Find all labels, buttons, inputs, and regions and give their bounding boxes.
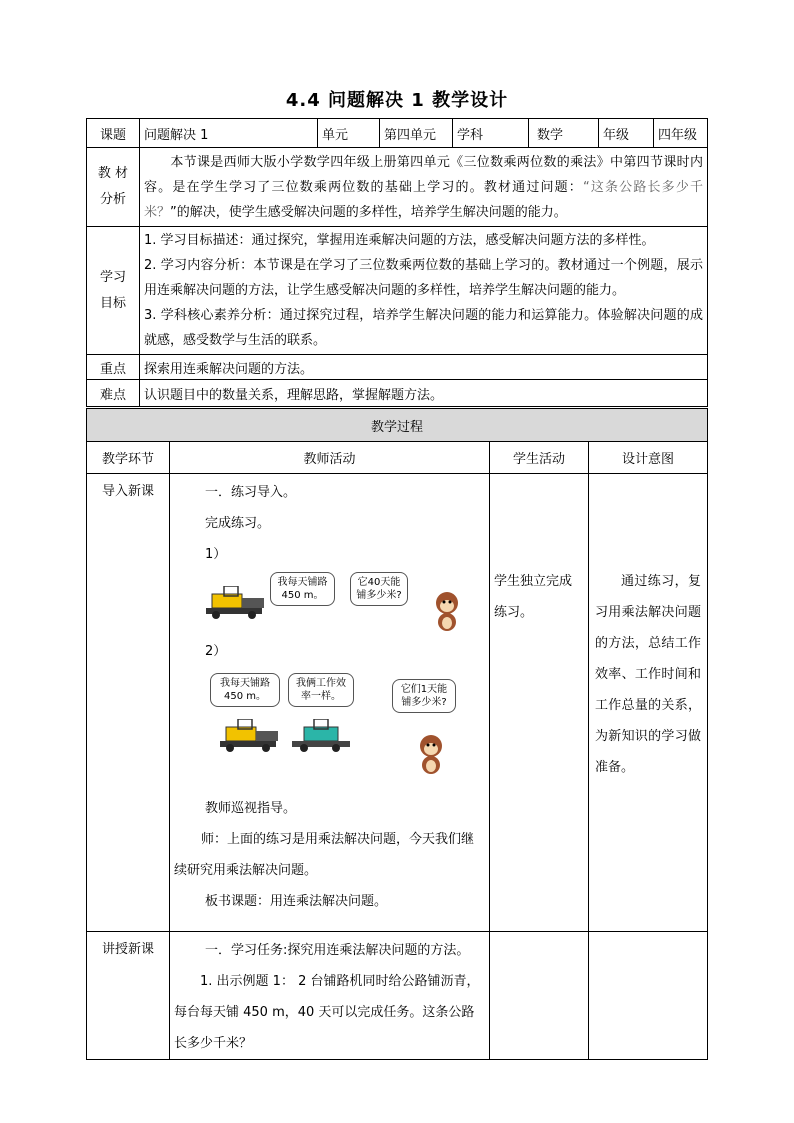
danyuan-label: 单元 [318,119,380,148]
illustration-2 [204,669,485,787]
new-example: 1. 出示例题 1： 2 台铺路机同时给公路铺沥青，每台每天铺 450 m，40 天可以完成任务。这条公路长多少千米？ [174,974,480,1051]
xueke-value: 数学 [529,119,599,148]
bubble-paver-a: 我每天铺路450 m。 [210,673,280,707]
intro-line: 完成练习。 [205,516,271,531]
student-activity-intro: 学生独立完成练习。 [490,474,589,932]
paver-yellow-icon [218,719,280,753]
goal-item-2: 2. 学习内容分析：本节课是在学习了三位数乘两位数的基础上学习的。教材通过一个例题，展示用连乘解决问题的方法，让学生感受解决问题的多样性，培养学生解决问题的能力。 [144,258,703,298]
keti-value: 问题解决 1 [140,119,318,148]
analysis-label: 教 材 分析 [87,148,140,227]
col-student: 学生活动 [490,442,589,474]
keti-label: 课题 [87,119,140,148]
monkey-icon [414,733,448,775]
illustration-1 [204,572,485,632]
paver-yellow-icon [204,586,266,620]
intro-p2: 2） [205,644,227,659]
monkey-icon [430,590,464,632]
info-table [86,118,708,407]
col-teacher: 教师活动 [170,442,490,474]
intro-teacher-say: 师：上面的练习是用乘法解决问题，今天我们继续研究用乘法解决问题。 [174,832,475,878]
goal-item-3: 3. 学科核心素养分析：通过探究过程，培养学生解决问题的能力和运算能力。体验解决问题的成就感，感受数学与生活的联系。 [144,308,703,348]
bubble-monkey-2: 它们1天能铺多少米? [392,679,456,713]
stage-intro: 导入新课 [87,474,170,932]
intro-tour: 教师巡视指导。 [205,801,297,816]
goal-item-1: 1. 学习目标描述：通过探究，掌握用连乘解决问题的方法，感受解决问题方法的多样性。 [144,233,655,248]
stage-new: 讲授新课 [87,932,170,1060]
col-stage: 教学环节 [87,442,170,474]
design-intent-new [589,932,708,1060]
analysis-text: 本节课是西师大版小学数学四年级上册第四单元《三位数乘两位数的乘法》中第四节课时内容。是在学生学习了三位数乘两位数的基础上学习的。教材通过问题：“这条公路长多少千米？”的解决，使学生感受解决问题的多样性，培养学生解决问题的能力。 [140,148,708,227]
process-header: 教学过程 [87,409,708,442]
keypoint-label: 重点 [87,355,140,380]
keypoint-text: 探索用连乘解决问题的方法。 [140,355,708,380]
new-heading: 一．学习任务:探究用连乘法解决问题的方法。 [205,943,470,958]
design-intent-intro: 通过练习，复习用乘法解决问题的方法，总结工作效率、工作时间和工作总量的关系，为新知识的学习做准备。 [589,474,708,932]
bubble-paver-b: 我俩工作效率一样。 [288,673,354,707]
bubble-monkey-1: 它40天能铺多少米? [350,572,408,606]
teacher-activity-intro [170,474,490,932]
bubble-paver-1: 我每天铺路450 m。 [270,572,335,606]
process-table [86,408,708,1060]
xueke-label: 学科 [453,119,529,148]
nianji-label: 年级 [599,119,654,148]
paver-teal-icon [290,719,352,753]
intro-p1: 1） [205,547,227,562]
document-title: 4.4 问题解决 1 教学设计 [285,90,509,111]
difficulty-label: 难点 [87,380,140,407]
intro-heading: 一．练习导入。 [205,485,297,500]
student-activity-new [490,932,589,1060]
difficulty-text: 认识题目中的数量关系，理解思路，掌握解题方法。 [140,380,708,407]
nianji-value: 四年级 [654,119,708,148]
teacher-activity-new [170,932,490,1060]
danyuan-value: 第四单元 [380,119,453,148]
goals-text [140,227,708,355]
col-intent: 设计意图 [589,442,708,474]
intro-board: 板书课题：用连乘法解决问题。 [205,894,388,909]
goals-label: 学习 目标 [87,227,140,355]
